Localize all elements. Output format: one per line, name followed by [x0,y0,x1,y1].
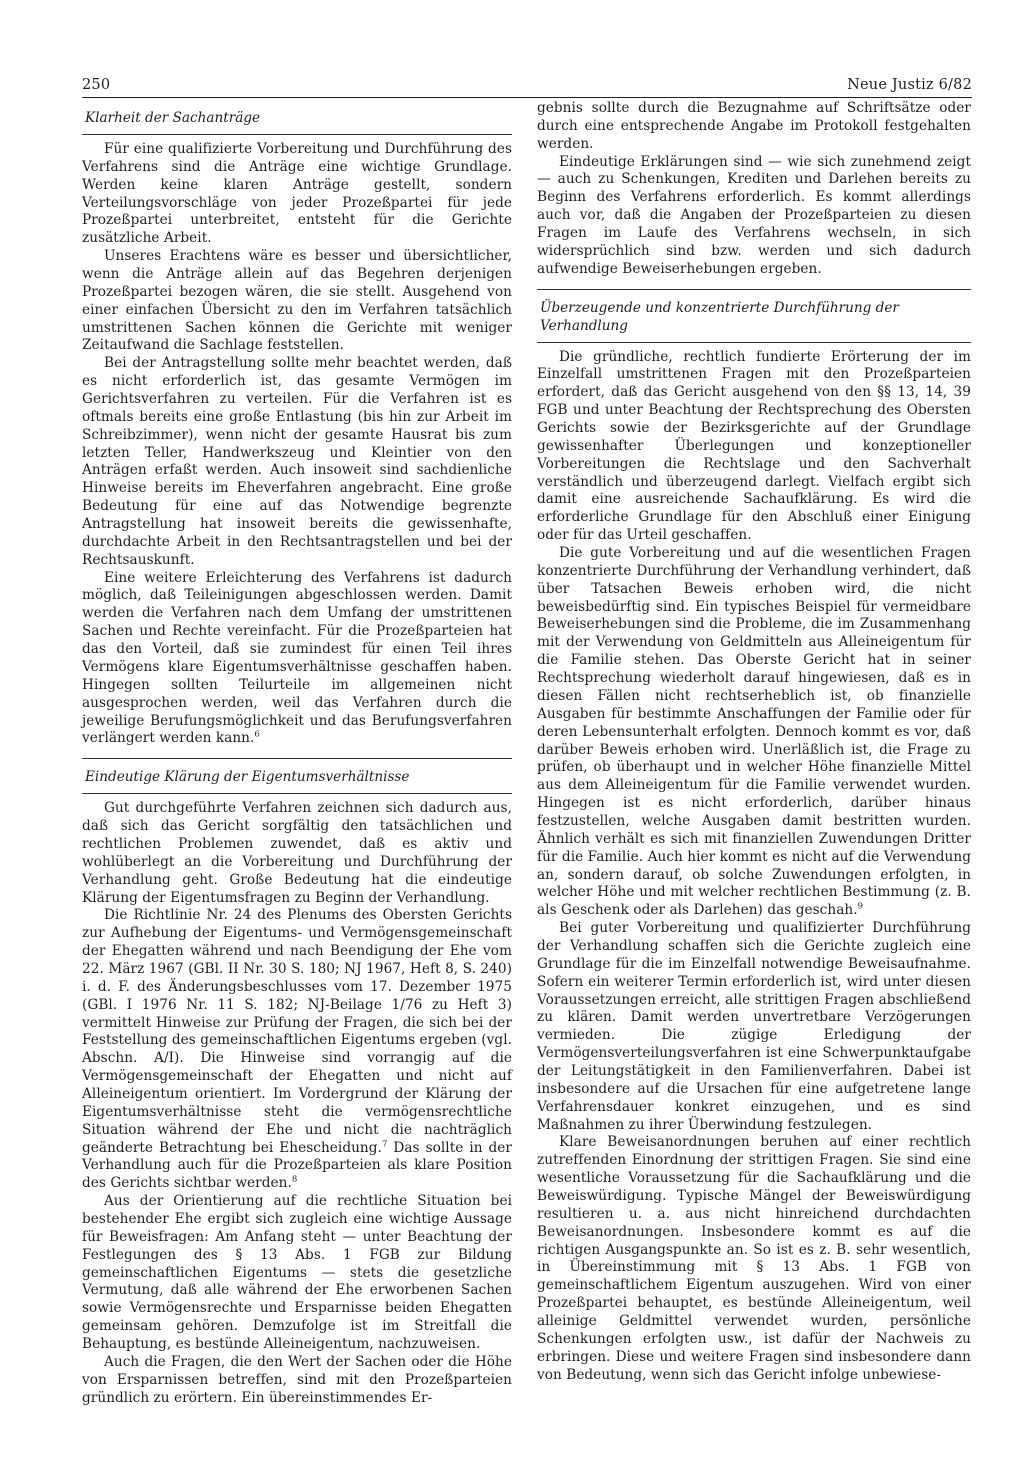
footnote-ref: 9 [857,901,864,912]
journal-issue: Neue Justiz 6/82 [847,77,972,93]
paragraph [537,545,971,920]
left-column [82,100,512,1407]
paragraph [82,570,512,749]
paragraph: Die gründliche, rechtlich fundierte Erörterung der im Einzelfall umstrittenen Fragen mit den Prozeßparteien erfordert, daß das Gericht ausgehend von den §§ 13, 14, 39 FGB und unter Beachtung der Rechtsprechung des Obersten Gerichts sowie der Bezirksgerichte auf der Grundlage gewissenhafter Überlegungen und konzeptioneller Vorbereitungen die Rechtslage und den Sachverhalt verständlich und überzeugend darlegt. Vielfach ergibt sich damit eine ausreichende Sachaufklärung. Es wird die erforderliche Grundlage für den Abschluß einer Einigung oder für das Urteil geschaffen. [537,348,971,544]
paragraph: Bei guter Vorbereitung und qualifizierter Durchführung der Verhandlung schaffen sich die Gerichte zugleich eine Grundlage für die im Einzelfall notwendige Beweisaufnahme. Sofern ein weiterer Termin erforderlich ist, wird unter diesen Voraussetzungen erreicht, alle strittigen Fragen abschließend zu klären. Damit werden unvertretbare Verzögerungen vermieden. Die zügige Erledigung der Vermögensverteilungsverfahren ist eine Schwerpunktaufgabe der Leitungstätigkeit in den Familienverfahren. Dabei ist insbesondere auf die Ursachen für eine aufgetretene lange Verfahrensdauer konkret einzugehen, und es sind Maßnahmen zu ihrer Überwindung festzulegen. [537,920,971,1133]
paragraph: Unseres Erachtens wäre es besser und übersichtlicher, wenn die Anträge allein auf das Begehren derjenigen Prozeßpartei bezogen wären, die sie stellt. Ausgehend von einer einfachen Übersicht zu den im Verfahren tatsächlich umstrittenen Sachen können die Gerichte mit weniger Zeitaufwand die Sachlage feststellen. [82,248,512,354]
paragraph: Eindeutige Erklärungen sind — wie sich zunehmend zeigt — auch zu Schenkungen, Krediten und Darlehen bereits zu Beginn des Verfahrens erforderlich. Es kommt allerdings auch vor, daß die Angaben der Prozeßparteien zu diesen Fragen im Laufe des Verfahrens wechseln, in sich widersprüchlich sind bzw. werden und sich dadurch aufwendige Beweiserhebungen ergeben. [537,153,971,277]
right-column [537,100,971,1384]
paragraph: gebnis sollte durch die Bezugnahme auf Schriftsätze oder durch eine entsprechende Angabe im Protokoll festgehalten werden. [537,100,971,152]
paragraph-text: Das sollte in der Verhandlung auch für die Prozeßparteien als klare Position des Gerichts sichtbar werden. [82,1139,513,1192]
paragraph: Für eine qualifizierte Vorbereitung und Durchführung des Verfahrens sind die Anträge eine wichtige Grundlage. Werden keine klaren Anträge gestellt, sondern Verteilungsvorschläge von jeder Prozeßpartei für jede Prozeßpartei unterbreitet, entsteht für die Gerichte zusätzliche Arbeit. [82,141,512,247]
heading-rule [537,342,971,343]
heading-rule [82,793,512,794]
paragraph: Klare Beweisanordnungen beruhen auf einer rechtlich zutreffenden Einordnung der strittigen Fragen. Sie sind eine wesentliche Voraussetzung für die Sachaufklärung und die Beweiswürdigung. Typische Mängel der Beweiswürdigung resultieren u. a. aus nicht hinreichend durchdachten Beweisanordnungen. Insbesondere kommt es auf die richtigen Ausgangspunkte an. So ist es z. B. sehr wesentlich, in Übereinstimmung mit § 13 Abs. 1 FGB von gemeinschaftlichem Eigentum auszugehen. Wird von einer Prozeßpartei behauptet, es bestünde Alleineigentum, weil alleinige Geldmittel verwendet wurden, persönliche Schenkungen erfolgten usw., ist dafür der Nachweis zu erbringen. Diese und weitere Fragen sind insbesondere dann von Bedeutung, wenn sich das Gericht infolge unbewiese- [537,1134,971,1383]
footnote-ref: 8 [291,1174,298,1185]
page-number: 250 [82,77,111,93]
section-heading-eigentum: Eindeutige Klärung der Eigentumsverhältnisse [85,769,410,786]
running-header [82,77,972,98]
paragraph: Bei der Antragstellung sollte mehr beachtet werden, daß es nicht erforderlich ist, das gesamte Vermögen im Gerichtsverfahren zu verteilen. Für die Verfahren ist es oftmals bereits eine große Entlastung (bis hin zur Arbeit im Schreibzimmer), wenn nicht der gesamte Hausrat bis zum letzten Teller, Handwerkszeug und Kleintier von den Anträgen erfaßt werden. Auch insoweit sind sachdienliche Hinweise bereits im Eheverfahren angebracht. Eine große Bedeutung für eine auf das Notwendige begrenzte Antragstellung hat insoweit bereits die gewissenhafte, durchdachte Arbeit in den Rechtsantragstellen und bei der Rechtsauskunft. [82,355,512,568]
paragraph [82,907,512,1193]
heading-rule [82,134,512,135]
paragraph: Gut durchgeführte Verfahren zeichnen sich dadurch aus, daß sich das Gericht sorgfältig den tatsächlichen und rechtlichen Problemen zuwendet, daß es aktiv und wohlüberlegt an die Vorbereitung und Durchführung der Verhandlung geht. Große Bedeutung hat die eindeutige Klärung der Eigentumsfragen zu Beginn der Verhandlung. [82,800,512,906]
paragraph: Auch die Fragen, die den Wert der Sachen oder die Höhe von Ersparnissen betreffen, sind mit den Prozeßparteien gründlich zu erörtern. Ein übereinstimmendes Er- [82,1353,512,1406]
footnote-ref: 7 [381,1139,388,1149]
paragraph: Aus der Orientierung auf die rechtliche Situation bei bestehender Ehe ergibt sich zugleich eine wichtige Aussage für Beweisfragen: Am Anfang steht — unter Beachtung der Festlegungen des § 13 Abs. 1 FGB zur Bildung gemeinschaftlichen Eigentums — stets die gesetzliche Vermutung, daß alle während der Ehe erworbenen Sachen sowie Vermögensrechte und Ersparnisse beiden Ehegatten gemeinsam gehören. Demzufolge ist im Streitfall die Behauptung, es bestünde Alleineigentum, nachzuweisen. [82,1193,512,1352]
paragraph-text: Die Richtlinie Nr. 24 des Plenums des Obersten Gerichts zur Aufhebung der Eigentums- und Vermögensgemeinschaft der Ehegatten während und nach Beendigung der Ehe vom 22. März 1967 (GBl. II Nr. 30 S. 180; NJ 1967, Heft 8, S. 240) i. d. F. des Änderungsbeschlusses vom 17. Dezember 1975 (GBl. I 1976 Nr. 11 S. 182; NJ-Beilage 1/76 zu Heft 3) vermittelt Hinweise zur Prüfung der Fragen, die sich bei der Feststellung des gemeinschaftlichen Eigentums ergeben (vgl. Abschn. A/I). Die Hinweise sind vorrangig auf die Vermögensgemeinschaft der Ehegatten und nicht auf Alleineigentum orientiert. Im Vordergrund der Klärung der Eigentumsverhältnisse steht die vermögensrechtliche Situation während der Ehe und nicht die nachträglich geänderte Betrachtung bei Ehescheidung. [82,907,512,1156]
paragraph-text: Die gute Vorbereitung und auf die wesentlichen Fragen konzentrierte Durchführung der Verhandlung verhindert, daß über Tatsachen Beweis erhoben wird, die nicht beweisbedürftig sind. Ein typisches Beispiel für vermeidbare Beweiserhebungen sind die Probleme, die im Zusammenhang mit der Verwendung von Geldmitteln aus Alleineigentum für die Familie stehen. Das Oberste Gericht hat in seiner Rechtsprechung wiederholt darauf hingewiesen, daß es in diesen Fällen nicht rechtserheblich ist, ob finanzielle Ausgaben für bestimmte Anschaffungen der Familie oder für deren Lebensunterhalt erfolgten. Dennoch kommt es vor, daß darüber Beweis erhoben wird. Unerläßlich ist, die Frage zu prüfen, ob überhaupt und in welcher Höhe finanzielle Mittel aus dem Alleineigentum für die Familie verwendet wurden. Hingegen ist es nicht erforderlich, darüber hinaus festzustellen, welche Ausgaben damit bestritten wurden. Ähnlich verhält es sich mit finanziellen Zuwendungen Dritter für die Familie. Auch hier kommt es nicht auf die Verwendung an, sondern darauf, ob solche Zuwendungen erfolgten, in welcher Höhe und mit welcher rechtlichen Bestimmung (z. B. als Geschenk oder als Darlehen) das geschah. [537,545,971,919]
footnote-ref: 6 [254,729,260,740]
section-heading-sachantraege: Klarheit der Sachanträge [85,110,261,126]
paragraph-text: Eine weitere Erleichterung des Verfahrens ist dadurch möglich, daß Teileinigungen abgeschlossen werden. Damit werden die Verfahren nach dem Umfang der umstrittenen Sachen und Rechte vereinfacht. Für die Prozeßparteien hat das den Vorteil, daß sie zumindest für einen Teil ihres Vermögens klare Eigentumsverhältnisse geschaffen haben. Hingegen sollten Teilurteile im allgemeinen nicht ausgesprochen werden, weil das Verfahren durch die jeweilige Berufungsmöglichkeit und das Berufungsverfahren verlängert werden kann. [82,569,512,747]
section-heading-verhandlung: Überzeugende und konzentrierte Durchführung der Verhandlung [540,299,899,334]
